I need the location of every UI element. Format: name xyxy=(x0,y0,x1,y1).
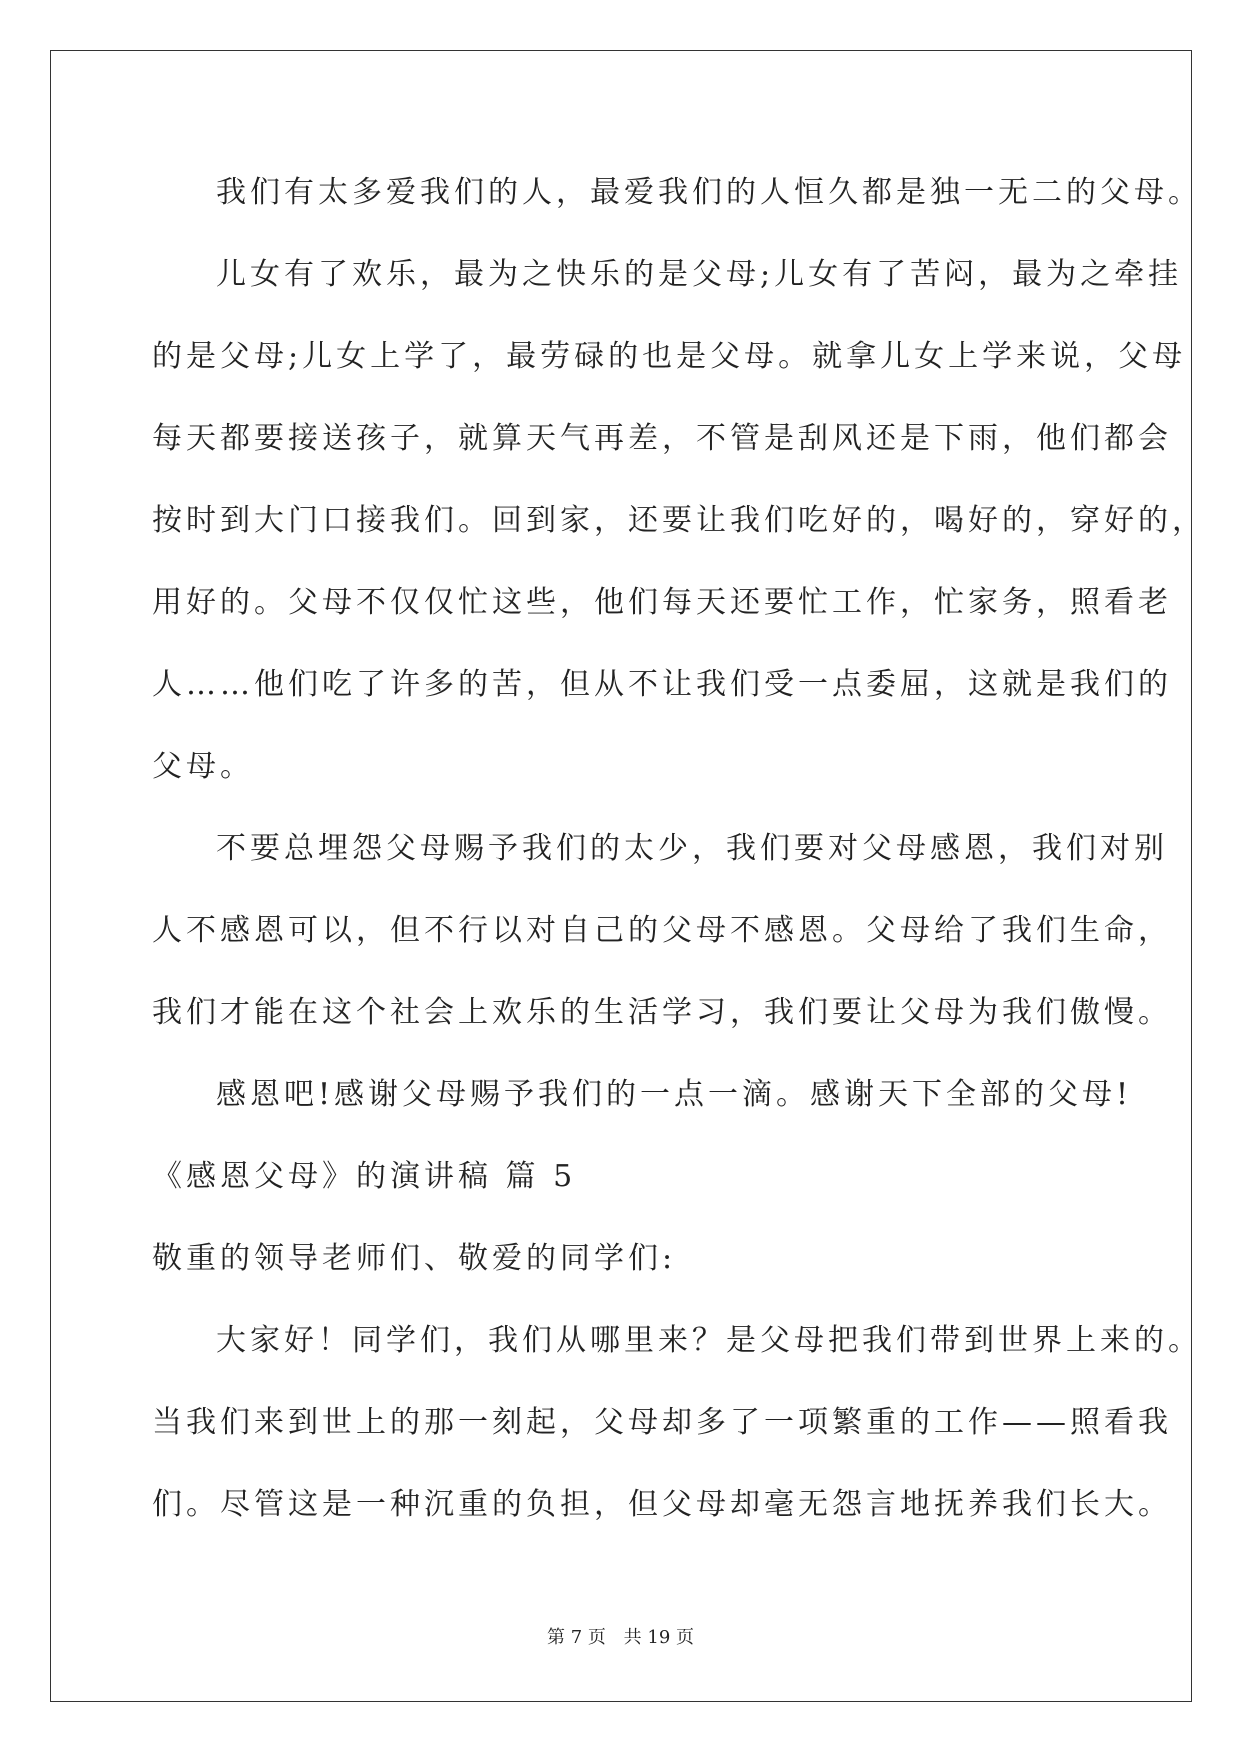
document-body xyxy=(152,160,1206,1554)
paragraph-line: 当我们来到世上的那一刻起，父母却多了一项繁重的工作——照看我 xyxy=(152,1405,1172,1440)
section-heading: 《感恩父母》的演讲稿 篇 5 xyxy=(152,1159,577,1194)
paragraph-line: 们。尽管这是一种沉重的负担，但父母却毫无怨言地抚养我们长大。 xyxy=(152,1487,1172,1522)
paragraph-line: 大家好！同学们，我们从哪里来？是父母把我们带到世界上来的。 xyxy=(216,1323,1202,1358)
paragraph-line: 父母。 xyxy=(152,749,254,784)
paragraph-line: 用好的。父母不仅仅忙这些，他们每天还要忙工作，忙家务，照看老 xyxy=(152,585,1172,620)
paragraph-line: 的是父母;儿女上学了，最劳碌的也是父母。就拿儿女上学来说，父母 xyxy=(152,339,1187,374)
paragraph-line: 我们有太多爱我们的人，最爱我们的人恒久都是独一无二的父母。 xyxy=(216,175,1202,210)
page-number: 第 7 页 xyxy=(547,1627,606,1648)
salutation-line: 敬重的领导老师们、敬爱的同学们: xyxy=(152,1241,677,1276)
paragraph-line: 按时到大门口接我们。回到家，还要让我们吃好的，喝好的，穿好的， xyxy=(152,503,1206,538)
paragraph-line: 人……他们吃了许多的苦，但从不让我们受一点委屈，这就是我们的 xyxy=(152,667,1172,702)
paragraph-line: 儿女有了欢乐，最为之快乐的是父母;儿女有了苦闷，最为之牵挂 xyxy=(216,257,1183,292)
paragraph-line: 不要总埋怨父母赐予我们的太少，我们要对父母感恩，我们对别 xyxy=(216,831,1168,866)
paragraph-line: 感恩吧!感谢父母赐予我们的一点一滴。感谢天下全部的父母! xyxy=(216,1077,1133,1112)
paragraph-line: 每天都要接送孩子，就算天气再差，不管是刮风还是下雨，他们都会 xyxy=(152,421,1172,456)
page-footer xyxy=(0,1623,1241,1649)
page-total: 共 19 页 xyxy=(623,1627,694,1648)
paragraph-line: 人不感恩可以，但不行以对自己的父母不感恩。父母给了我们生命， xyxy=(152,913,1172,948)
paragraph-line: 我们才能在这个社会上欢乐的生活学习，我们要让父母为我们傲慢。 xyxy=(152,995,1172,1030)
